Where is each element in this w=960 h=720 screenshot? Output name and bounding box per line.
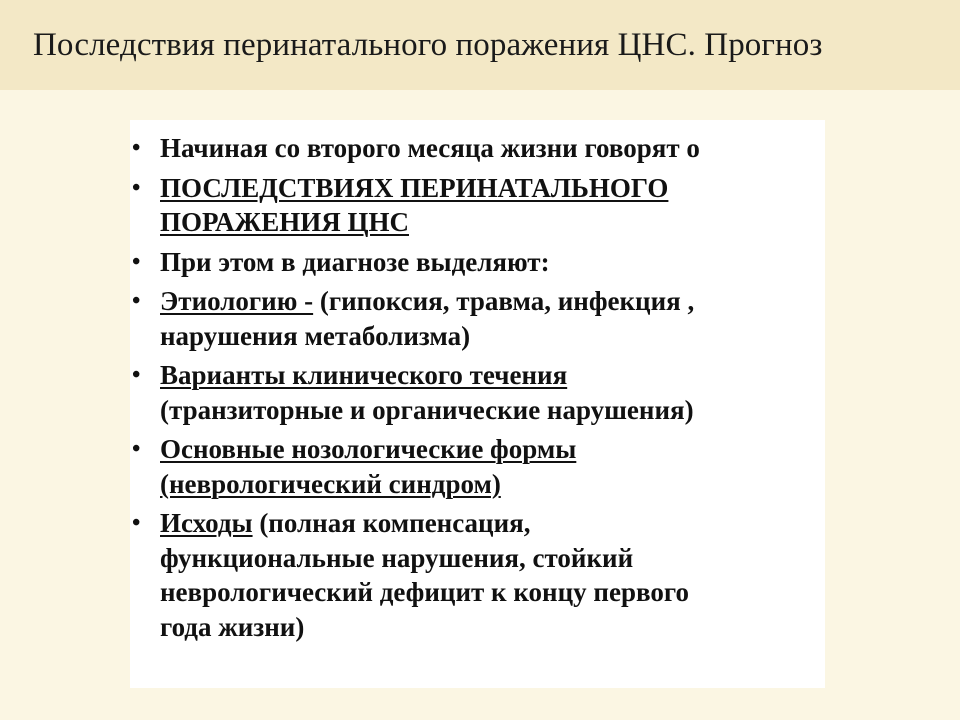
bullet-line: [160, 541, 810, 576]
bullet-dot-icon: •: [132, 174, 141, 201]
bullet-line: [160, 284, 810, 319]
bullet-dot-icon: •: [132, 510, 141, 536]
bullet-line: [160, 467, 810, 502]
underlined-text: Варианты клинического течения: [160, 360, 568, 390]
bullet-item: [130, 284, 810, 353]
bullet-item: [130, 171, 810, 240]
bullet-text: При этом в диагнозе выделяют:: [160, 246, 550, 277]
bullet-line: [160, 245, 810, 280]
bullet-item: [130, 245, 810, 280]
bullet-text: функциональные нарушения, стойкий: [160, 542, 634, 573]
bullet-dot-icon: •: [132, 436, 141, 462]
bullet-line: [160, 131, 810, 166]
bullet-text: года жизни): [160, 611, 305, 642]
content-panel: [130, 120, 825, 688]
underlined-text: ПОРАЖЕНИЯ ЦНС: [160, 207, 409, 237]
bullet-dot-icon: •: [132, 362, 141, 388]
title-band: [0, 0, 960, 90]
bullet-text: (транзиторные и органические нарушения): [160, 394, 694, 425]
bullet-dot-icon: •: [132, 288, 141, 314]
bullet-dot-icon: •: [132, 135, 141, 161]
bullet-item: [130, 506, 810, 644]
bullet-text: (гипоксия, травма, инфекция ,: [313, 286, 695, 316]
underlined-text: Исходы: [160, 508, 253, 538]
bullet-item: [130, 358, 810, 427]
underlined-text: (неврологический синдром): [160, 468, 501, 499]
bullet-line: [160, 575, 810, 610]
bullet-line: [160, 358, 810, 393]
bullet-line: [160, 610, 810, 645]
bullet-line: [160, 432, 810, 467]
bullet-item: [130, 131, 810, 166]
bullet-line: [160, 506, 810, 541]
bullet-dot-icon: •: [132, 248, 141, 275]
bullet-text: Начиная со второго месяца жизни говорят о: [160, 133, 700, 163]
bullet-line: [160, 393, 810, 428]
bullet-list: [130, 131, 810, 649]
bullet-text: (полная компенсация,: [252, 508, 531, 538]
bullet-text: неврологический дефицит к концу первого: [160, 577, 689, 607]
underlined-text: Этиологию -: [160, 286, 314, 316]
bullet-line: [160, 171, 810, 206]
bullet-item: [130, 432, 810, 501]
bullet-line: [160, 319, 810, 354]
underlined-text: ПОСЛЕДСТВИЯХ ПЕРИНАТАЛЬНОГО: [160, 172, 669, 203]
slide-title: Последствия перинатального поражения ЦНС. Прогноз: [33, 27, 823, 63]
underlined-text: Основные нозологические формы: [160, 434, 577, 464]
bullet-text: нарушения метаболизма): [160, 320, 471, 351]
bullet-line: [160, 205, 810, 240]
